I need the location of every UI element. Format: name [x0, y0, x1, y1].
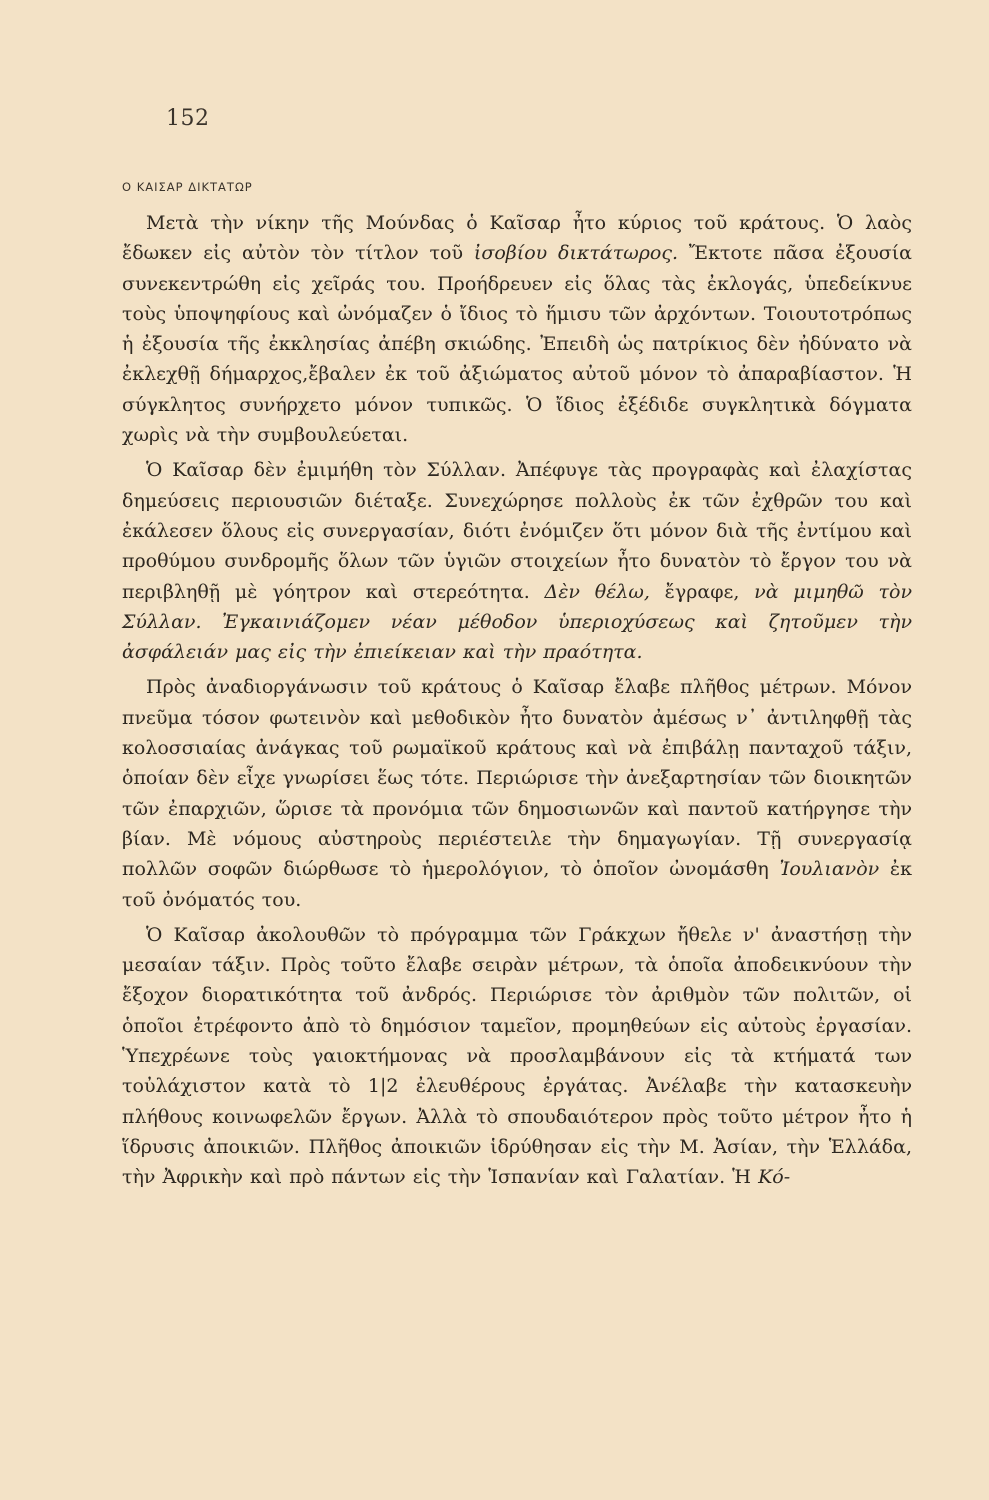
italic-text: ἰσοβίου δικτάτωρος. — [473, 242, 679, 265]
paragraph — [122, 208, 912, 450]
paragraph-text: Ὁ Καῖσαρ δὲν ἐμιμήθη τὸν Σύλλαν. Ἀπέφυγε τὰς προγραφὰς καὶ ἐλαχίστας δημεύσεις περιουσιῶν διέταξε. Συνεχώρησε πολλοὺς ἐκ τῶν ἐχθρῶν του καὶ ἐκάλεσεν ὅλους εἰς συνεργασίαν, διότι ἐνόμιζεν ὅτι μόνον διὰ τῆς ἐντίμου καὶ προθύμου συνδρομῆς ὅλων τῶν ὑγιῶν στοιχείων ἦτο δυνατὸν τὸ ἔργον του νὰ περιβληθῇ μὲ γόητρον καὶ στερεότητα. — [122, 459, 912, 603]
paragraph — [122, 455, 912, 667]
page-number: 152 — [166, 106, 210, 131]
paragraph-text: ἔγραφε, — [649, 580, 755, 603]
paragraph-text: Μετὰ τὴν νίκην τῆς Μούνδας ὁ Καῖσαρ ἦτο κύριος τοῦ κράτους. Ὁ λαὸς ἔδωκεν εἰς αὐτὸν τὸν τίτλον τοῦ — [122, 212, 912, 265]
italic-text: νὰ μιμηθῶ τὸν Σύλλαν. Ἐγκαινιάζομεν νέαν μέθοδον ὑπεριοχύσεως καὶ ζητοῦμεν τὴν ἀσφάλειάν μας εἰς τὴν ἐπιείκειαν καὶ τὴν πραότητα. — [122, 580, 913, 664]
paragraph-text: ἐκ τοῦ ὀνόματός του. — [122, 858, 912, 911]
paragraph-text: Ἔκτοτε πᾶσα ἐξουσία συνεκεντρώθη εἰς χεῖράς του. Προήδρευεν εἰς ὅλας τὰς ἐκλογάς, ὑπεδείκνυε τοὺς ὑποψηφίους καὶ ὠνόμαζεν ὁ ἴδιος τὸ ἥμισυ τῶν ἀρχόντων. Τοιουτοτρόπως ἡ ἐξουσία τῆς ἐκκλησίας ἀπέβη σκιώδης. Ἐπειδὴ ὡς πατρίκιος δὲν ἠδύνατο νὰ ἐκλεχθῇ δήμαρχος,ἔβαλεν ἐκ τοῦ ἀξιώματος αὐτοῦ μόνον τὸ ἀπαραβίαστον. Ἡ σύγκλητος συνήρχετο μόνον τυπικῶς. Ὁ ἴδιος ἐξέδιδε συγκλητικὰ δόγματα χωρὶς νὰ τὴν συμβουλεύεται. — [122, 242, 912, 447]
paragraph-text: Ὁ Καῖσαρ ἀκολουθῶν τὸ πρόγραμμα τῶν Γράκχων ἤθελε ν' ἀναστήσῃ τὴν μεσαίαν τάξιν. Πρὸς τοῦτο ἔλαβε σειρὰν μέτρων, τὰ ὁποῖα ἀποδεικνύουν τὴν ἔξοχον διορατικότητα τοῦ ἀνδρός. Περιώρισε τὸν ἀριθμὸν τῶν πολιτῶν, οἱ ὁποῖοι ἐτρέφοντο ἀπὸ τὸ δημόσιον ταμεῖον, προμηθεύων εἰς αὐτοὺς ἐργασίαν. Ὑπεχρέωνε τοὺς γαιοκτήμονας νὰ προσλαμβάνουν εἰς τὰ κτήματά των τοὐλάχιστον κατὰ τὸ 1|2 ἐλευθέρους ἐργάτας. Ἀνέλαβε τὴν κατασκευὴν πλήθους κοινωφελῶν ἔργων. Ἀλλὰ τὸ σπουδαιότερον πρὸς τοῦτο μέτρον ἦτο ἡ ἵδρυσις ἀποικιῶν. Πλῆθος ἀποικιῶν ἱδρύθησαν εἰς τὴν Μ. Ἀσίαν, τὴν Ἑλλάδα, τὴν Ἀφρικὴν καὶ πρὸ πάντων εἰς τὴν Ἱσπανίαν καὶ Γαλατίαν. Ἡ — [122, 923, 912, 1189]
running-head: Ο ΚΑΙΣΑΡ ΔΙΚΤΑΤΩΡ — [122, 180, 253, 194]
paragraph-text: Πρὸς ἀναδιοργάνωσιν τοῦ κράτους ὁ Καῖσαρ ἔλαβε πλῆθος μέτρων. Μόνον πνεῦμα τόσον φωτεινὸν καὶ μεθοδικὸν ἦτο δυνατὸν ἀμέσως ν᾽ ἀντιληφθῇ τὰς κολοσσιαίας ἀνάγκας τοῦ ρωμαϊκοῦ κράτους καὶ νὰ ἐπιβάλῃ πανταχοῦ τάξιν, ὁποίαν δὲν εἶχε γνωρίσει ἕως τότε. Περιώρισε τὴν ἀνεξαρτησίαν τῶν διοικητῶν τῶν ἐπαρχιῶν, ὥρισε τὰ προνόμια τῶν δημοσιωνῶν καὶ παντοῦ κατήργησε τὴν βίαν. Μὲ νόμους αὐστηροὺς περιέστειλε τὴν δημαγωγίαν. Τῇ συνεργασίᾳ πολλῶν σοφῶν διώρθωσε τὸ ἡμερολόγιον, τὸ ὁποῖον ὠνομάσθη — [122, 676, 912, 881]
italic-text: Κό- — [758, 1166, 791, 1189]
italic-text: Ἰουλιανὸν — [779, 858, 880, 881]
paragraph — [122, 920, 912, 1193]
body-text — [122, 208, 912, 1198]
italic-text: Δὲν θέλω, — [544, 580, 650, 603]
paragraph — [122, 672, 912, 914]
